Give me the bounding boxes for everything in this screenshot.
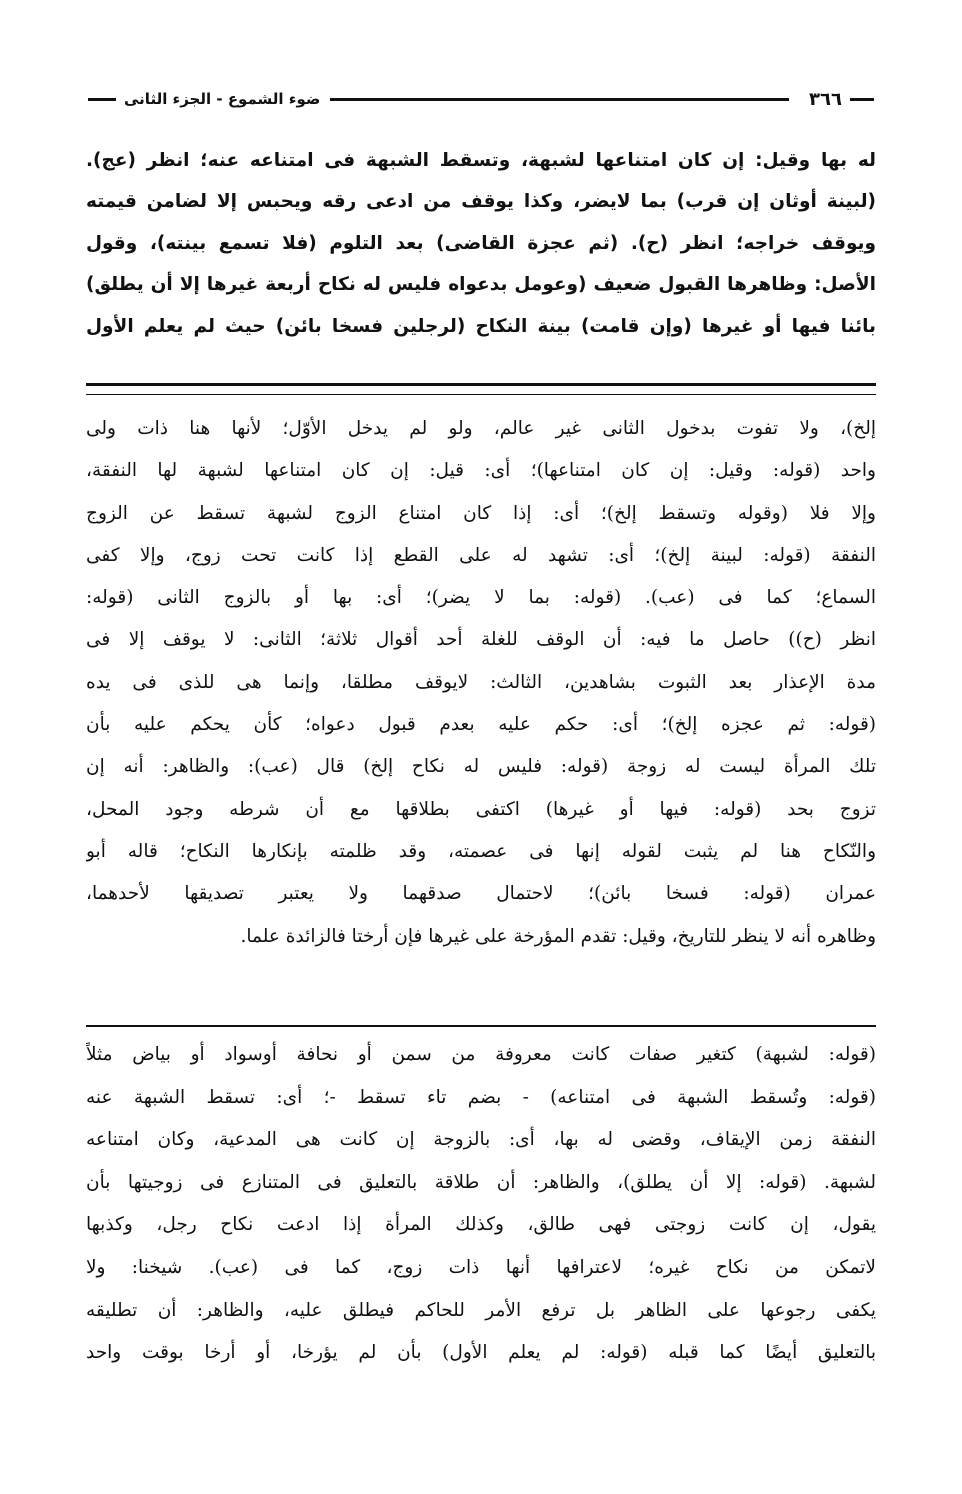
- commentary-line: واحد (قوله: وقيل: إن كان امتناعها)؛ أى: قيل: إن كان امتناعها لشبهة لها النفقة،: [86, 460, 876, 482]
- main-line: ويوقف خراجه؛ انظر (ح). (ثم عجزة القاضى) بعد التلوم (فلا تسمع بينته)، وقول: [86, 232, 876, 254]
- footnotes-text: [86, 1034, 876, 1375]
- commentary-line: (قوله: ثم عجزه إلخ)؛ أى: حكم عليه بعدم قبول دعواه؛ كأن يحكم عليه بأن: [86, 714, 876, 736]
- commentary-line: إلخ)، ولا تفوت بدخول الثانى غير عالم، ولو لم يدخل الأوّل؛ لأنها هنا ذات ولى: [86, 418, 876, 439]
- header-dash-left: [88, 98, 116, 101]
- commentary-line: السماع؛ كما فى (عب). (قوله: بما لا يضر)؛ أى: بها أو بالزوج الثانى (قوله:: [86, 587, 876, 609]
- commentary-line: عمران (قوله: فسخا بائن)؛ لاحتمال صدقهما ولا يعتبر تصديقها لأحدهما،: [86, 883, 876, 905]
- commentary-line: والنّكاح هنا لم يثبت لقوله إنها فى عصمته، وقد ظلمته بإنكارها النكاح؛ قاله أبو: [86, 840, 876, 862]
- commentary-line: تلك المرأة ليست له زوجة (قوله: فليس له نكاح إلخ) قال (عب): والظاهر: أنه إن: [86, 756, 876, 778]
- running-header: [88, 84, 874, 114]
- commentary-line: وإلا فلا (وقوله وتسقط إلخ)؛ أى: إذا كان امتناع الزوج لشبهة تسقط عن الزوج: [86, 502, 876, 524]
- note-line: النفقة زمن الإيقاف، وقضى له بها، أى: بالزوجة إن كانت هى المدعية، وكان امتناعه: [86, 1129, 876, 1151]
- section-divider-double: [86, 383, 876, 395]
- header-dash-right: [850, 98, 874, 101]
- header-rule: [330, 98, 789, 101]
- main-line: (لبينة أوثان إن قرب) بما لايضر، وكذا يوقف من ادعى رقه ويحبس إلا لضامن قيمته: [86, 191, 876, 213]
- note-line: (قوله: لشبهة) كتغير صفات كانت معروفة من سمن أو نحافة أوسواد أو بياض مثلاً: [86, 1044, 876, 1065]
- main-line: الأصل: وظاهرها القبول ضعيف (وعومل بدعواه فليس له نكاح أربعة غيرها إلا أن يطلق): [86, 274, 876, 296]
- main-line: له بها وقيل: إن كان امتناعها لشبهة، وتسقط الشبهة فى امتناعه عنه؛ انظر (عج).: [86, 150, 876, 171]
- main-text: [86, 140, 876, 347]
- note-line: يقول، إن كانت زوجتى فهى طالق، وكذلك المرأة إذا ادعت نكاح رجل، وكذبها: [86, 1214, 876, 1236]
- section-divider: [86, 1025, 876, 1027]
- note-line: (قوله: وتُسقط الشبهة فى امتناعه) - بضم تاء تسقط -؛ أى: تسقط الشبهة عنه: [86, 1086, 876, 1108]
- commentary-text: [86, 408, 876, 958]
- commentary-line: انظر (ح)) حاصل ما فيه: أن الوقف للغلة أحد أقوال ثلاثة؛ الثانى: لا يوقف إلا فى: [86, 629, 876, 651]
- main-line: بائنا فيها أو غيرها (وإن قامت) بينة النكاح (لرجلين فسخا بائن) حيث لم يعلم الأول: [86, 315, 876, 337]
- note-line: بالتعليق أيضًا كما قبله (قوله: لم يعلم الأول) بأن لم يؤرخا، أو أرخا بوقت واحد: [86, 1342, 876, 1364]
- page-number: ٣٦٦: [809, 88, 842, 110]
- running-title: ضوء الشموع - الجزء الثانى: [124, 90, 321, 108]
- commentary-line: تزوج بحد (قوله: فيها أو غيرها) اكتفى بطلاقها مع أن شرطه وجود المحل،: [86, 798, 876, 820]
- note-line: لشبهة. (قوله: إلا أن يطلق)، والظاهر: أن طلاقة بالتعليق فى المتنازع فى زوجيتها بأن: [86, 1171, 876, 1193]
- commentary-line: وظاهره أنه لا ينظر للتاريخ، وقيل: تقدم المؤرخة على غيرها فإن أرختا فالزائدة علما.: [240, 925, 876, 947]
- commentary-line: مدة الإعذار بعد الثبوت بشاهدين، الثالث: لايوقف مطلقا، وإنما هى للذى فى يده: [86, 671, 876, 693]
- note-line: لاتمكن من نكاح غيره؛ لاعترافها أنها ذات زوج، كما فى (عب). شيخنا: ولا: [86, 1256, 876, 1278]
- commentary-line: النفقة (قوله: لبينة إلخ)؛ أى: تشهد له على القطع إذا كانت تحت زوج، وإلا كفى: [86, 544, 876, 566]
- note-line: يكفى رجوعها على الظاهر بل ترفع الأمر للحاكم فيطلق عليه، والظاهر: أن تطليقه: [86, 1299, 876, 1321]
